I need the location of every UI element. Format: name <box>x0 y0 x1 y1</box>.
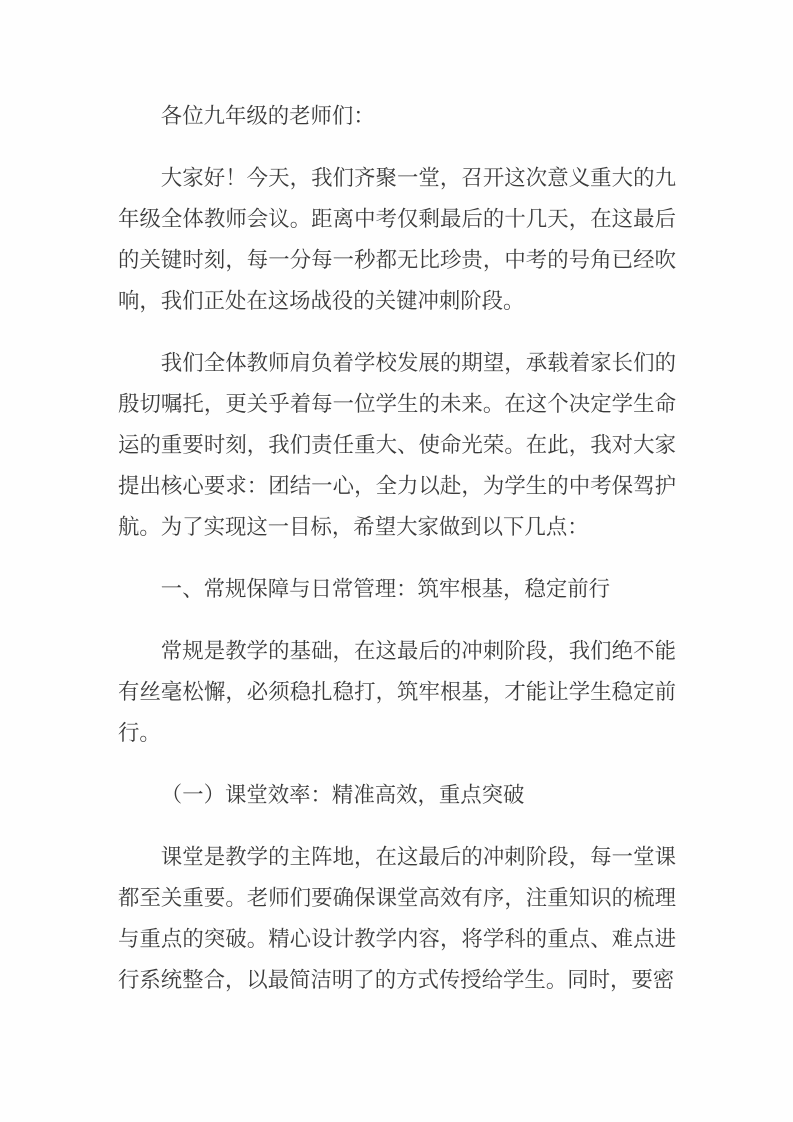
paragraph-opening: 大家好！今天，我们齐聚一堂，召开这次意义重大的九年级全体教师会议。距离中考仅剩最后的十几天，在这最后的关键时刻，每一分每一秒都无比珍贵，中考的号角已经吹响，我们正处在这场战役的关键冲刺阶段。 <box>118 166 676 313</box>
salutation: 各位九年级的老师们： <box>160 104 375 128</box>
paragraph-classroom-efficiency: 课堂是教学的主阵地，在这最后的冲刺阶段，每一堂课都至关重要。老师们要确保课堂高效有序，注重知识的梳理与重点的突破。精心设计教学内容，将学科的重点、难点进行系统整合，以最简洁明了的方式传授给学生。同时，要密 <box>118 845 676 992</box>
heading-section-1: 一、常规保障与日常管理：筑牢根基，稳定前行 <box>160 577 611 601</box>
heading-subsection-1-1: （一）课堂效率：精准高效，重点突破 <box>160 783 525 807</box>
paragraph-responsibility: 我们全体教师肩负着学校发展的期望，承载着家长们的殷切嘱托，更关乎着每一位学生的未来。在这个决定学生命运的重要时刻，我们责任重大、使命光荣。在此，我对大家提出核心要求：团结一心，全力以赴，为学生的中考保驾护航。为了实现这一目标，希望大家做到以下几点： <box>118 351 676 539</box>
paragraph-routine-basis: 常规是教学的基础，在这最后的冲刺阶段，我们绝不能有丝毫松懈，必须稳扎稳打，筑牢根基，才能让学生稳定前行。 <box>118 639 676 745</box>
